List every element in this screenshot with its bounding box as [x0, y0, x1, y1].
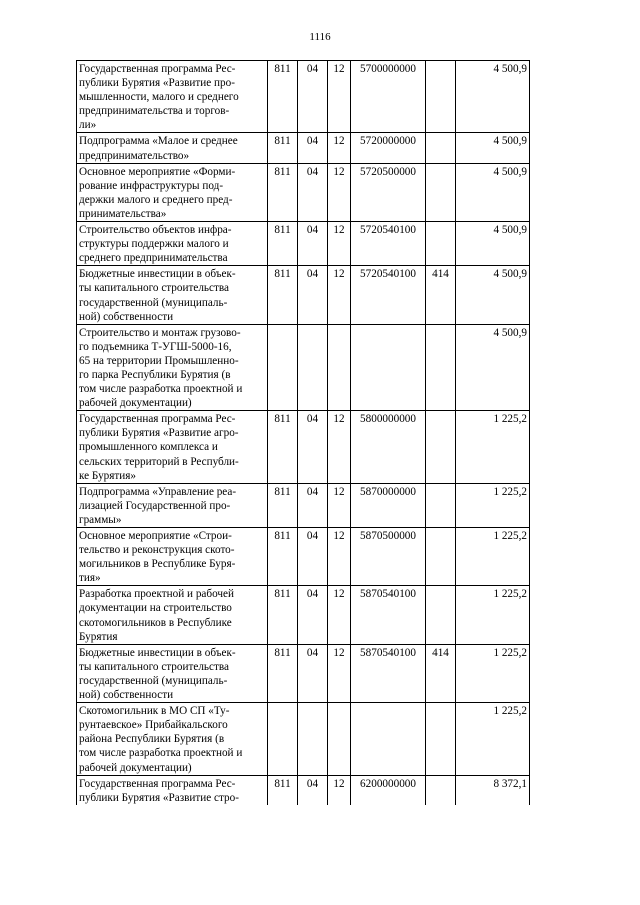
subsection-code-cell: 12 [328, 483, 351, 527]
admin-code-cell: 811 [268, 775, 298, 805]
admin-code-cell [268, 324, 298, 411]
item-name-line: го парка Республики Бурятия (в [79, 368, 231, 381]
amount-cell: 8 372,1 [456, 775, 530, 805]
item-name-cell [77, 528, 268, 586]
item-name-line: Бурятия [79, 630, 118, 643]
admin-code-cell: 811 [268, 411, 298, 483]
item-name-line: государственной (муниципаль- [79, 296, 228, 309]
section-code-cell: 04 [298, 775, 328, 805]
item-name-line: ли» [79, 119, 97, 132]
target-code-cell: 5720500000 [351, 163, 426, 221]
item-name-line: ной) собственности [79, 689, 174, 702]
item-name-line: том числе разработка проектной и [79, 383, 243, 396]
item-name-line: Строительство и монтаж грузово- [79, 326, 241, 339]
item-name-cell [77, 324, 268, 411]
item-name-line: Скотомогильник в МО СП «Ту- [79, 705, 230, 718]
target-code-cell: 5720540100 [351, 266, 426, 324]
item-name-line: района Республики Бурятия (в [79, 733, 225, 746]
item-name-line: рунтаевское» Прибайкальского [79, 719, 228, 732]
subsection-code-cell: 12 [328, 163, 351, 221]
expense-type-cell [426, 222, 456, 266]
budget-table [76, 60, 530, 805]
admin-code-cell: 811 [268, 586, 298, 644]
expense-type-cell [426, 61, 456, 133]
item-name-cell [77, 133, 268, 163]
amount-cell: 1 225,2 [456, 586, 530, 644]
subsection-code-cell: 12 [328, 644, 351, 702]
item-name-line: мышленности, малого и среднего [79, 91, 239, 104]
target-code-cell: 5720000000 [351, 133, 426, 163]
item-name-line: 65 на территории Промышленно- [79, 354, 239, 367]
item-name-line: документации на строительство [79, 602, 232, 615]
item-name-cell [77, 483, 268, 527]
amount-cell: 4 500,9 [456, 163, 530, 221]
item-name-line: Бюджетные инвестиции в объек- [79, 268, 236, 281]
subsection-code-cell: 12 [328, 266, 351, 324]
item-name-line: Государственная программа Рес- [79, 63, 236, 75]
subsection-code-cell [328, 324, 351, 411]
table-row [77, 528, 530, 586]
item-name-line: предпринимательства и торгов- [79, 105, 230, 118]
item-name-cell [77, 775, 268, 805]
subsection-code-cell [328, 703, 351, 775]
item-name-line: структуры поддержки малого и [79, 238, 229, 251]
table-row [77, 411, 530, 483]
target-code-cell: 5700000000 [351, 61, 426, 133]
table-row [77, 644, 530, 702]
admin-code-cell: 811 [268, 528, 298, 586]
item-name-line: Государственная программа Рес- [79, 413, 236, 426]
expense-type-cell [426, 775, 456, 805]
admin-code-cell: 811 [268, 222, 298, 266]
item-name-cell [77, 222, 268, 266]
table-row [77, 483, 530, 527]
target-code-cell: 5870000000 [351, 483, 426, 527]
item-name-line: ке Бурятия» [79, 469, 137, 482]
item-name-line: лизацией Государственной про- [79, 499, 231, 512]
section-code-cell: 04 [298, 61, 328, 133]
target-code-cell [351, 703, 426, 775]
section-code-cell [298, 703, 328, 775]
amount-cell: 4 500,9 [456, 61, 530, 133]
item-name-cell [77, 586, 268, 644]
item-name-line: том числе разработка проектной и [79, 747, 243, 760]
item-name-line: рабочей документации) [79, 397, 192, 410]
item-name-line: среднего предпринимательства [79, 252, 228, 265]
amount-cell: 4 500,9 [456, 222, 530, 266]
amount-cell: 1 225,2 [456, 411, 530, 483]
section-code-cell: 04 [298, 163, 328, 221]
item-name-line: принимательства» [79, 207, 167, 220]
item-name-cell [77, 163, 268, 221]
subsection-code-cell: 12 [328, 775, 351, 805]
item-name-line: держки малого и среднего пред- [79, 193, 233, 206]
amount-cell: 1 225,2 [456, 528, 530, 586]
target-code-cell [351, 324, 426, 411]
item-name-line: Бюджетные инвестиции в объек- [79, 646, 236, 659]
expense-type-cell [426, 483, 456, 527]
section-code-cell: 04 [298, 528, 328, 586]
section-code-cell: 04 [298, 483, 328, 527]
table-row [77, 163, 530, 221]
section-code-cell: 04 [298, 644, 328, 702]
item-name-line: могильников в Республике Буря- [79, 558, 236, 571]
section-code-cell: 04 [298, 411, 328, 483]
admin-code-cell: 811 [268, 133, 298, 163]
table-row [77, 61, 530, 133]
target-code-cell: 5800000000 [351, 411, 426, 483]
section-code-cell: 04 [298, 586, 328, 644]
subsection-code-cell: 12 [328, 133, 351, 163]
table-row [77, 222, 530, 266]
item-name-line: Основное мероприятие «Строи- [79, 530, 232, 542]
item-name-line: граммы» [79, 513, 122, 526]
item-name-line: промышленного комплекса и [79, 441, 218, 454]
item-name-line: Основное мероприятие «Форми- [79, 165, 236, 178]
amount-cell: 1 225,2 [456, 703, 530, 775]
amount-cell: 1 225,2 [456, 483, 530, 527]
item-name-line: ной) собственности [79, 310, 174, 323]
expense-type-cell: 414 [426, 644, 456, 702]
table-row [77, 775, 530, 805]
subsection-code-cell: 12 [328, 411, 351, 483]
expense-type-cell [426, 586, 456, 644]
section-code-cell: 04 [298, 133, 328, 163]
admin-code-cell [268, 703, 298, 775]
section-code-cell [298, 324, 328, 411]
expense-type-cell [426, 411, 456, 483]
item-name-cell [77, 703, 268, 775]
target-code-cell: 5870540100 [351, 644, 426, 702]
subsection-code-cell: 12 [328, 222, 351, 266]
amount-cell: 4 500,9 [456, 324, 530, 411]
target-code-cell: 5870500000 [351, 528, 426, 586]
item-name-line: ты капитального строительства [79, 660, 229, 673]
amount-cell: 4 500,9 [456, 133, 530, 163]
item-name-line: рабочей документации) [79, 761, 192, 774]
expense-type-cell [426, 324, 456, 411]
table-row [77, 324, 530, 411]
item-name-line: тия» [79, 572, 101, 585]
item-name-line: публики Бурятия «Развитие стро- [79, 791, 239, 804]
item-name-cell [77, 266, 268, 324]
item-name-cell [77, 61, 268, 133]
item-name-line: государственной (муниципаль- [79, 674, 228, 687]
item-name-line: предпринимательство» [79, 149, 190, 162]
expense-type-cell [426, 703, 456, 775]
target-code-cell: 5870540100 [351, 586, 426, 644]
item-name-line: тельство и реконструкция ското- [79, 544, 235, 557]
expense-type-cell [426, 528, 456, 586]
item-name-line: ты капитального строительства [79, 282, 229, 295]
item-name-line: Разработка проектной и рабочей [79, 588, 234, 601]
subsection-code-cell: 12 [328, 61, 351, 133]
item-name-line: публики Бурятия «Развитие про- [79, 77, 235, 90]
item-name-line: сельских территорий в Республи- [79, 455, 239, 468]
section-code-cell: 04 [298, 222, 328, 266]
item-name-line: Строительство объектов инфра- [79, 224, 232, 237]
table-row [77, 133, 530, 163]
admin-code-cell: 811 [268, 163, 298, 221]
item-name-cell [77, 644, 268, 702]
item-name-line: Государственная программа Рес- [79, 777, 236, 790]
subsection-code-cell: 12 [328, 528, 351, 586]
expense-type-cell: 414 [426, 266, 456, 324]
page-number: 1116 [309, 31, 331, 43]
table-row [77, 586, 530, 644]
amount-cell: 1 225,2 [456, 644, 530, 702]
item-name-line: го подъемника Т-УГШ-5000-16, [79, 340, 232, 353]
table-row [77, 703, 530, 775]
expense-type-cell [426, 163, 456, 221]
table-row [77, 266, 530, 324]
subsection-code-cell: 12 [328, 586, 351, 644]
admin-code-cell: 811 [268, 61, 298, 133]
expense-type-cell [426, 133, 456, 163]
table-body [77, 61, 530, 805]
admin-code-cell: 811 [268, 266, 298, 324]
section-code-cell: 04 [298, 266, 328, 324]
item-name-line: Подпрограмма «Управление реа- [79, 485, 237, 498]
item-name-line: скотомогильников в Республике [79, 616, 232, 629]
admin-code-cell: 811 [268, 644, 298, 702]
item-name-line: публики Бурятия «Развитие агро- [79, 427, 239, 440]
item-name-line: Подпрограмма «Малое и среднее [79, 135, 238, 148]
target-code-cell: 5720540100 [351, 222, 426, 266]
admin-code-cell: 811 [268, 483, 298, 527]
target-code-cell: 6200000000 [351, 775, 426, 805]
item-name-line: рование инфраструктуры под- [79, 179, 224, 192]
item-name-cell [77, 411, 268, 483]
amount-cell: 4 500,9 [456, 266, 530, 324]
